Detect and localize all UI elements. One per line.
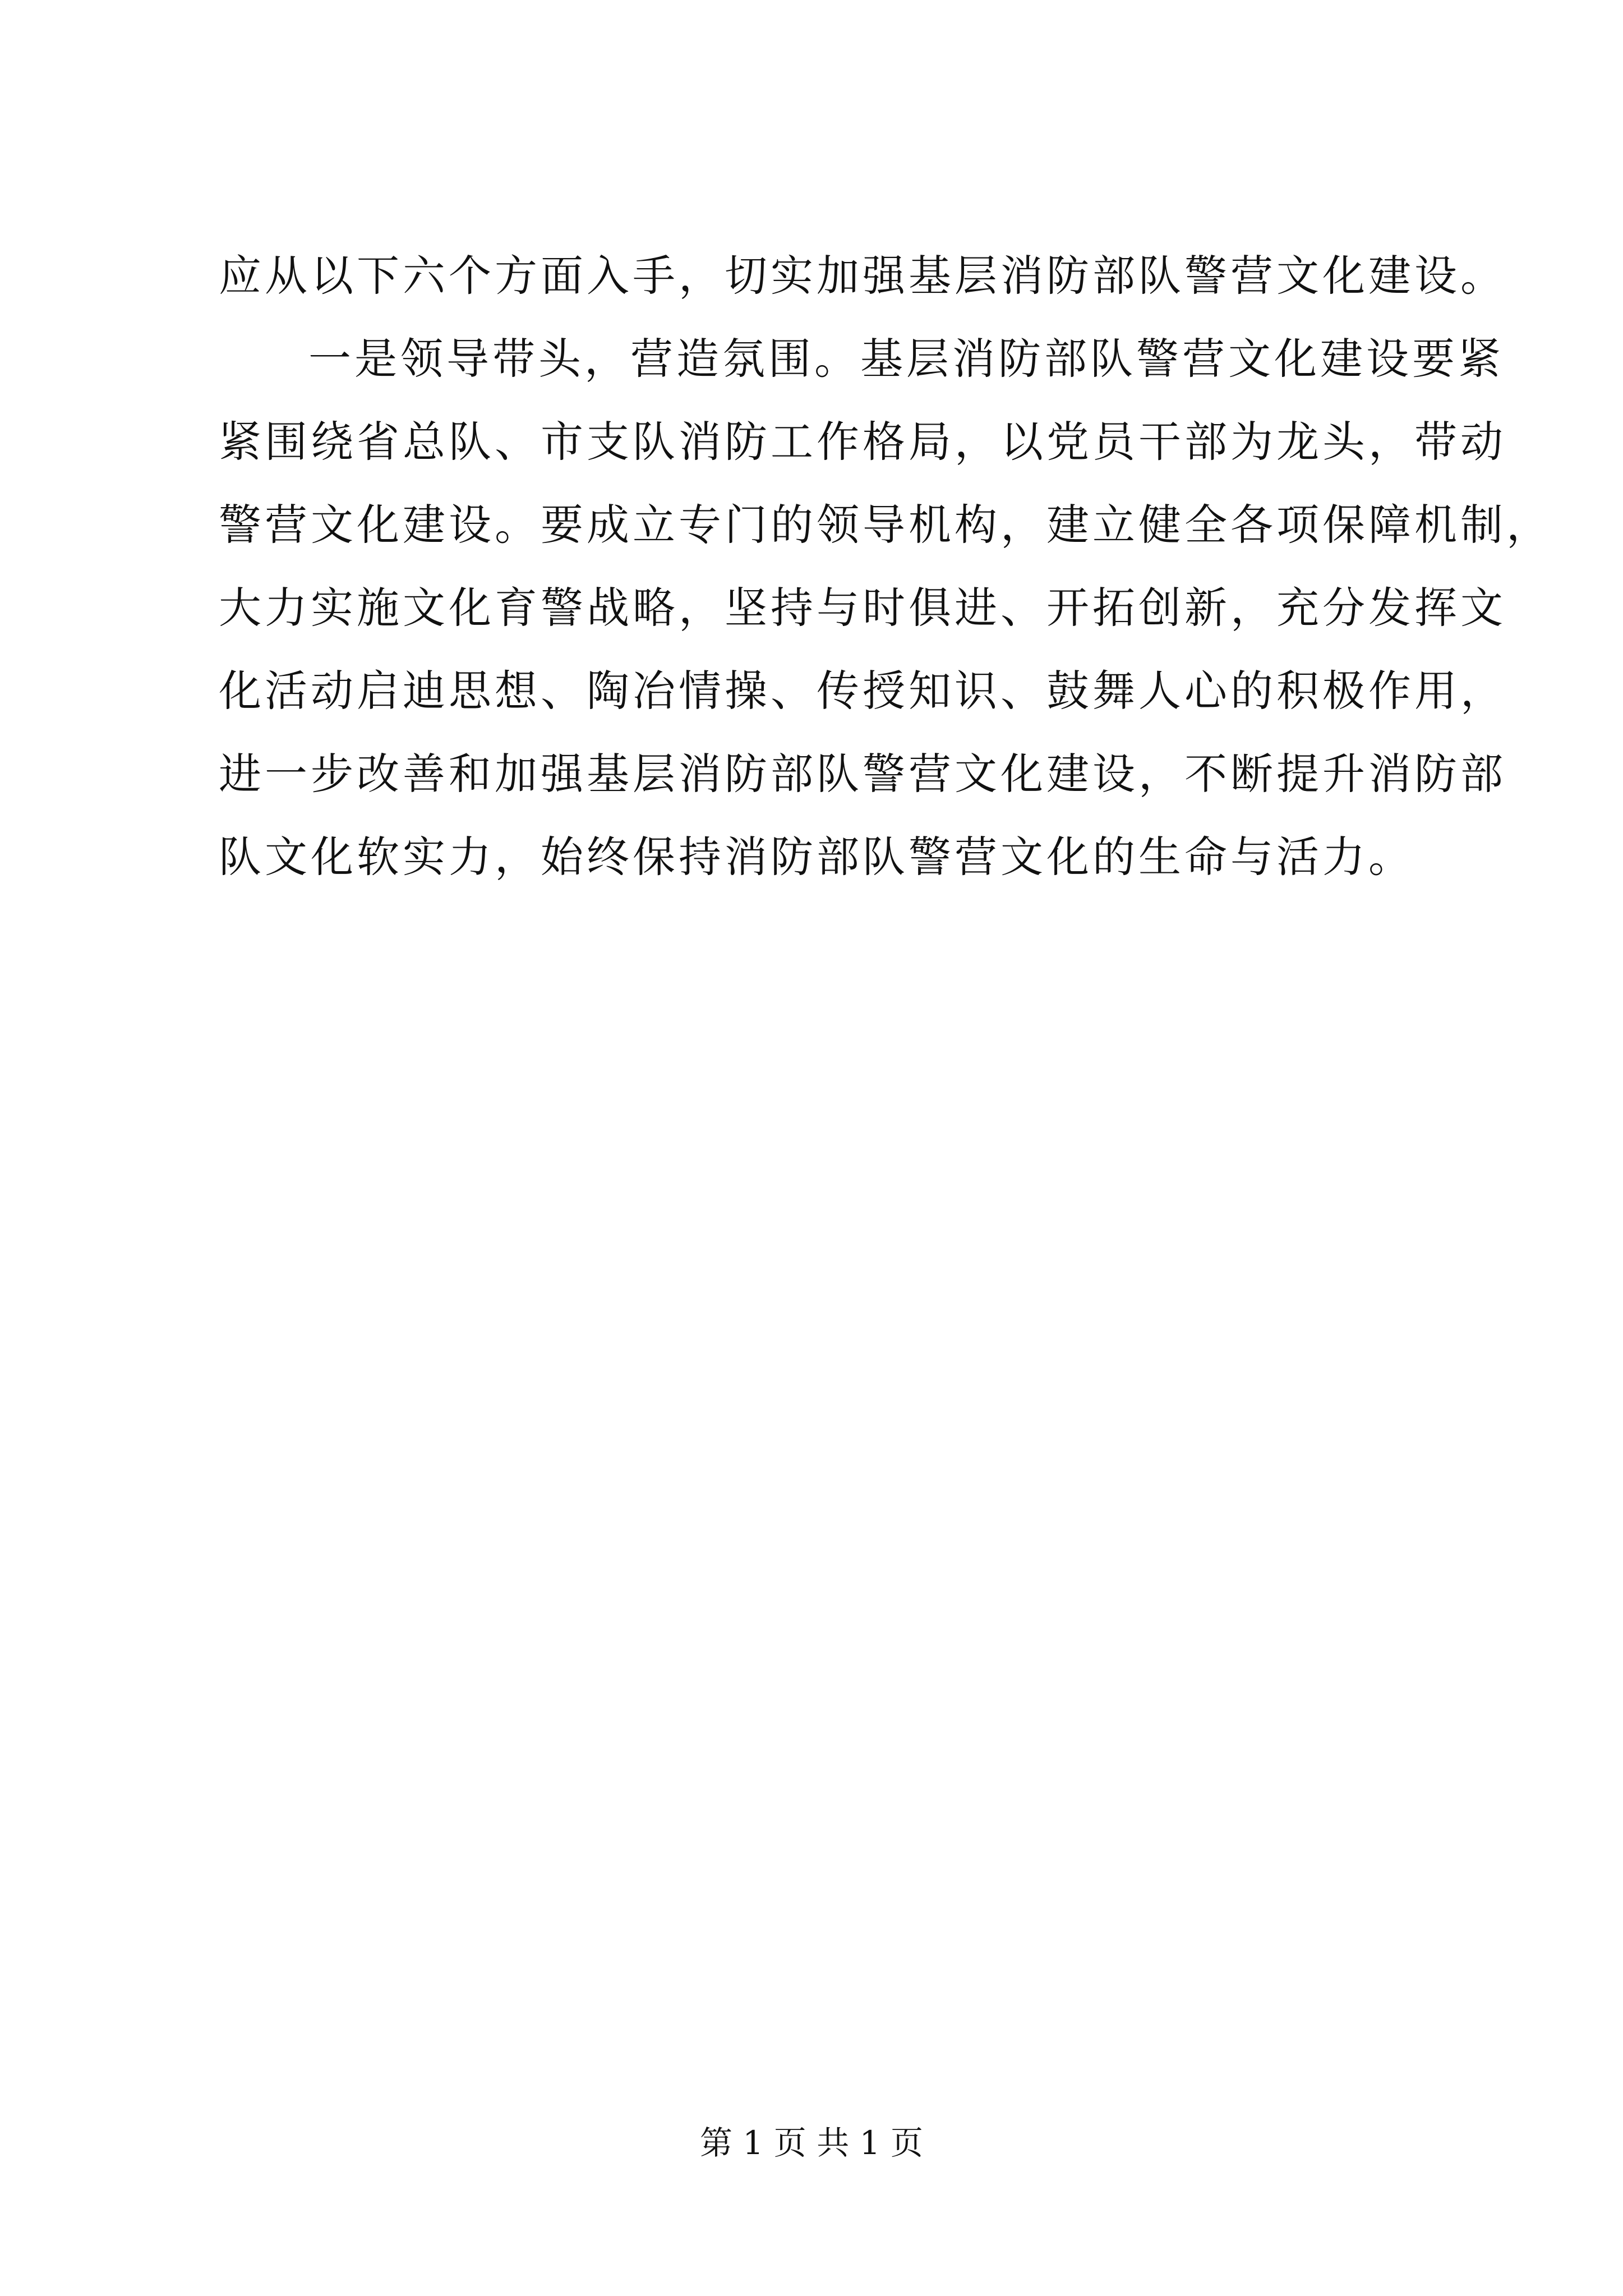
page-number-footer: 第 1 页 共 1 页: [700, 2124, 923, 2162]
paragraph-first-line: 一是领导带头，营造氛围。基层消防部队警营文化建设要紧: [308, 334, 1504, 384]
text-line: 警营文化建设。要成立专门的领导机构，建立健全各项保障机制，: [219, 500, 1552, 550]
text-line: 应从以下六个方面入手，切实加强基层消防部队警营文化建设。: [219, 251, 1506, 301]
text-line: 化活动启迪思想、陶冶情操、传授知识、鼓舞人心的积极作用，: [219, 666, 1506, 716]
text-line-last: 队文化软实力，始终保持消防部队警营文化的生命与活力。: [219, 832, 1414, 882]
body-text: [219, 234, 1552, 899]
text-line: 大力实施文化育警战略，坚持与时俱进、开拓创新，充分发挥文: [219, 583, 1506, 633]
text-line: 紧围绕省总队、市支队消防工作格局，以党员干部为龙头，带动: [219, 417, 1506, 467]
text-line: 进一步改善和加强基层消防部队警营文化建设，不断提升消防部: [219, 749, 1506, 799]
